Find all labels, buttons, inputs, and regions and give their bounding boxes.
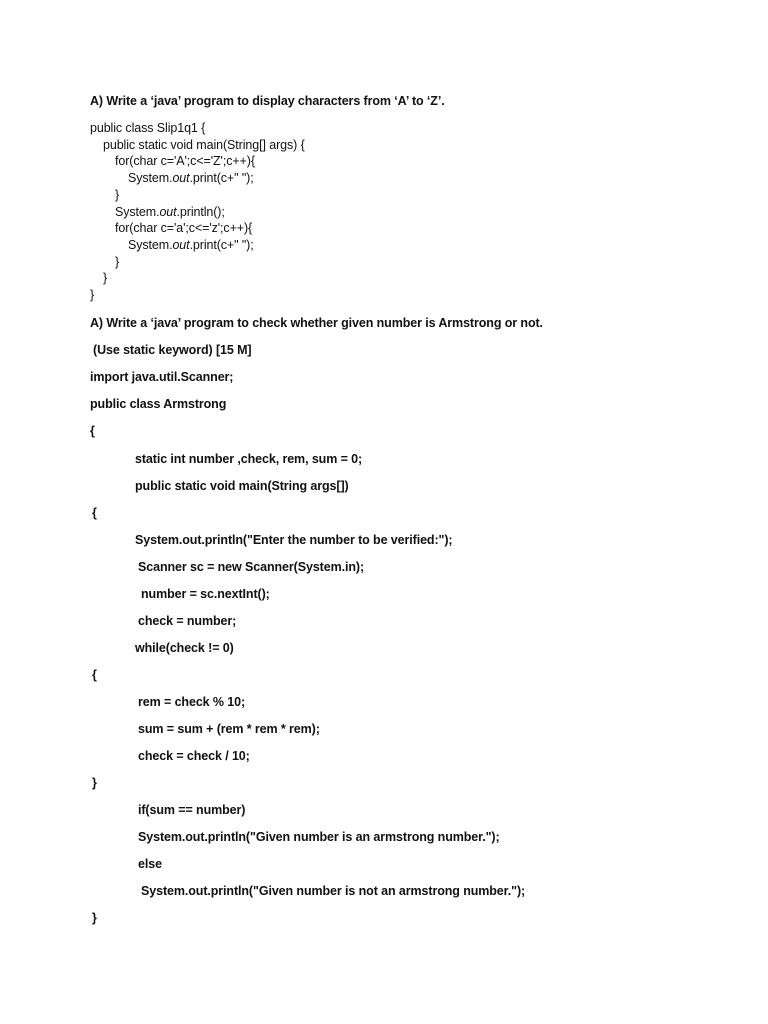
code-line: { <box>92 668 97 682</box>
code-line <box>115 204 225 220</box>
code-line: } <box>115 255 120 269</box>
code-line: if(sum == number) <box>138 803 246 817</box>
code-line: public static void main(String args[]) <box>135 479 349 493</box>
question-2-note: (Use static keyword) [15 M] <box>93 343 252 357</box>
code-line: Scanner sc = new Scanner(System.in); <box>138 560 365 574</box>
code-line <box>128 237 254 253</box>
code-text: System. <box>128 238 173 252</box>
code-line: public static void main(String[] args) { <box>103 138 305 152</box>
code-line: while(check != 0) <box>135 641 234 655</box>
code-text: .print(c+" "); <box>189 171 254 185</box>
question-2-heading: A) Write a ‘java’ program to check whether given number is Armstrong or not. <box>90 316 543 330</box>
code-line: { <box>90 424 95 438</box>
code-text-italic: out <box>172 238 190 252</box>
code-text: System. <box>128 171 173 185</box>
code-line: } <box>92 911 97 925</box>
code-text-italic: out <box>159 205 177 219</box>
code-text-italic: out <box>172 171 190 185</box>
code-line: sum = sum + (rem * rem * rem); <box>138 722 320 736</box>
code-line: else <box>138 857 162 871</box>
code-line: System.out.println("Given number is not an armstrong number."); <box>141 884 526 898</box>
code-line: check = check / 10; <box>138 749 250 763</box>
code-line: for(char c='A';c<='Z';c++){ <box>115 154 255 168</box>
code-line: static int number ,check, rem, sum = 0; <box>135 452 363 466</box>
code-line: public class Armstrong <box>90 397 227 411</box>
code-line: } <box>90 288 95 302</box>
code-line: } <box>115 188 120 202</box>
code-line <box>128 170 254 186</box>
code-line: } <box>103 271 108 285</box>
code-line: System.out.println("Given number is an armstrong number."); <box>138 830 500 844</box>
question-1-heading: A) Write a ‘java’ program to display characters from ‘A’ to ‘Z’. <box>90 94 445 108</box>
code-line: { <box>92 506 97 520</box>
code-text: .print(c+" "); <box>189 238 254 252</box>
code-text: .println(); <box>176 205 225 219</box>
code-line: check = number; <box>138 614 237 628</box>
code-text: System. <box>115 205 160 219</box>
code-line: System.out.println("Enter the number to be verified:"); <box>135 533 453 547</box>
code-line: rem = check % 10; <box>138 695 246 709</box>
code-line: number = sc.nextInt(); <box>141 587 270 601</box>
code-line: } <box>92 776 97 790</box>
code-line: public class Slip1q1 { <box>90 121 206 135</box>
code-line: for(char c='a';c<='z';c++){ <box>115 221 253 235</box>
code-line: import java.util.Scanner; <box>90 370 234 384</box>
